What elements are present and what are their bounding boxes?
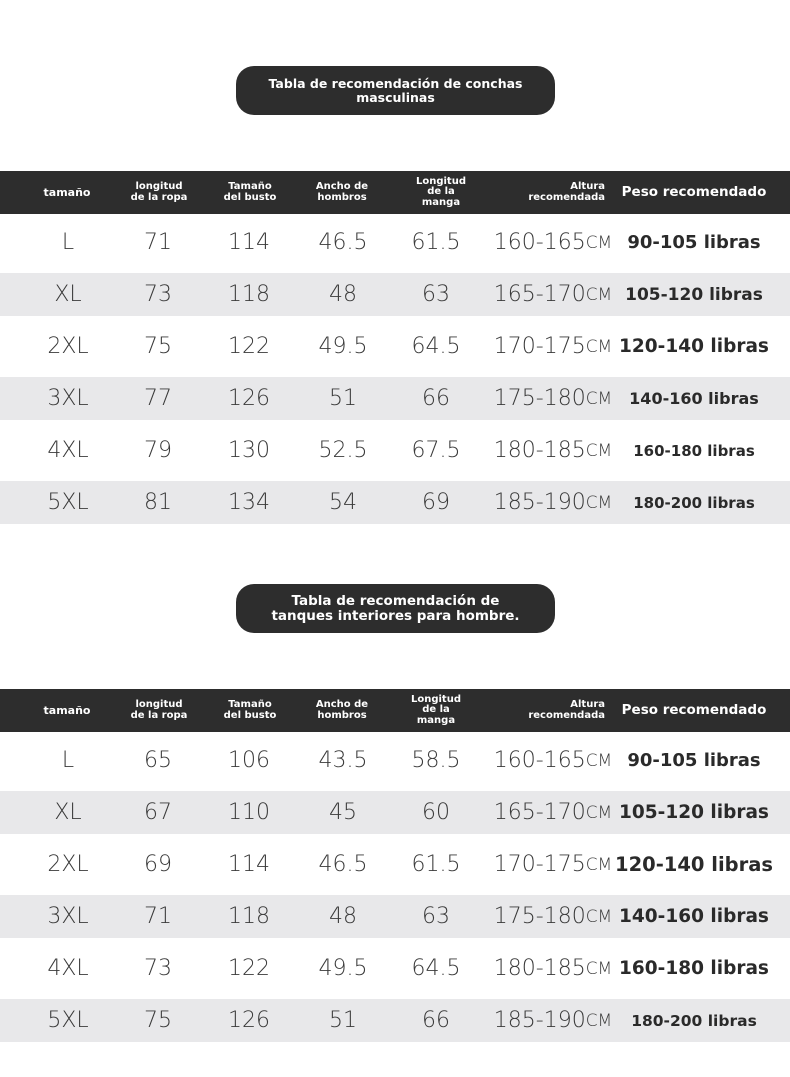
height-unit: CM <box>585 284 613 305</box>
height-unit: CM <box>585 802 613 823</box>
height-value: 165-170 <box>493 800 586 825</box>
size-cell: 4XL <box>47 438 89 463</box>
header-bust: Tamaño del busto <box>223 181 277 203</box>
height-cell <box>488 739 618 782</box>
weight-cell: 90-105 libras <box>627 232 761 253</box>
shoulder-cell: 43.5 <box>318 748 368 773</box>
table-row <box>0 273 790 316</box>
header-bust: Tamaño del busto <box>223 699 277 721</box>
height-cell <box>488 895 618 938</box>
sleeve-cell: 60 <box>422 800 450 825</box>
shoulder-cell: 48 <box>329 282 357 307</box>
bust-cell: 134 <box>228 490 270 515</box>
table-row <box>0 843 790 886</box>
table-row <box>0 481 790 524</box>
table2-title-pill <box>236 584 555 633</box>
height-cell <box>488 481 618 524</box>
size-cell: 3XL <box>47 904 89 929</box>
bust-cell: 114 <box>228 230 270 255</box>
weight-cell: 140-160 libras <box>619 906 769 927</box>
header-size: tamaño <box>43 704 91 717</box>
weight-cell: 160-180 libras <box>633 441 755 460</box>
size-cell: 3XL <box>47 386 89 411</box>
size-cell: L <box>61 230 75 255</box>
length-cell: 79 <box>144 438 172 463</box>
size-cell: 4XL <box>47 956 89 981</box>
height-value: 180-185 <box>493 956 586 981</box>
weight-cell: 180-200 libras <box>631 1011 757 1030</box>
bust-cell: 126 <box>228 1008 270 1033</box>
shoulder-cell: 49.5 <box>318 334 368 359</box>
sleeve-cell: 66 <box>422 1008 450 1033</box>
height-value: 175-180 <box>493 904 586 929</box>
length-cell: 77 <box>144 386 172 411</box>
sleeve-cell: 66 <box>422 386 450 411</box>
header-height: Altura recomendada <box>528 699 605 721</box>
table-row <box>0 791 790 834</box>
shoulder-cell: 52.5 <box>318 438 368 463</box>
sleeve-cell: 63 <box>422 904 450 929</box>
length-cell: 69 <box>144 852 172 877</box>
height-unit: CM <box>585 906 613 927</box>
table-row <box>0 739 790 782</box>
header-shoulder: Ancho de hombros <box>315 699 369 721</box>
bust-cell: 126 <box>228 386 270 411</box>
shoulder-cell: 45 <box>329 800 357 825</box>
table-row <box>0 895 790 938</box>
header-length: longitud de la ropa <box>130 181 188 203</box>
height-unit: CM <box>585 854 613 875</box>
height-value: 170-175 <box>493 334 586 359</box>
shoulder-cell: 54 <box>329 490 357 515</box>
length-cell: 73 <box>144 282 172 307</box>
shoulder-cell: 51 <box>329 1008 357 1033</box>
bust-cell: 118 <box>228 904 270 929</box>
shoulder-cell: 49.5 <box>318 956 368 981</box>
weight-cell: 90-105 libras <box>627 750 761 771</box>
shoulder-cell: 51 <box>329 386 357 411</box>
shoulder-cell: 46.5 <box>318 230 368 255</box>
table2-title: Tabla de recomendación de tanques interiores para hombre. <box>271 592 520 624</box>
weight-cell: 105-120 libras <box>619 802 769 823</box>
height-cell <box>488 791 618 834</box>
header-size: tamaño <box>43 186 91 199</box>
sleeve-cell: 69 <box>422 490 450 515</box>
shoulder-cell: 48 <box>329 904 357 929</box>
table2-header-row <box>0 689 790 732</box>
height-cell <box>488 273 618 316</box>
height-cell <box>488 947 618 990</box>
bust-cell: 122 <box>228 956 270 981</box>
table-row <box>0 377 790 420</box>
weight-cell: 120-140 libras <box>615 853 773 876</box>
sleeve-cell: 64.5 <box>411 956 461 981</box>
shoulder-cell: 46.5 <box>318 852 368 877</box>
height-value: 185-190 <box>493 1008 586 1033</box>
height-cell <box>488 325 618 368</box>
size-cell: 5XL <box>47 1008 89 1033</box>
height-unit: CM <box>585 336 613 357</box>
bust-cell: 106 <box>228 748 270 773</box>
sleeve-cell: 67.5 <box>411 438 461 463</box>
size-cell: L <box>61 748 75 773</box>
height-value: 180-185 <box>493 438 586 463</box>
header-height: Altura recomendada <box>528 181 605 203</box>
sleeve-cell: 63 <box>422 282 450 307</box>
size-cell: 2XL <box>47 334 89 359</box>
height-value: 165-170 <box>493 282 586 307</box>
table-row <box>0 429 790 472</box>
height-unit: CM <box>585 492 613 513</box>
height-unit: CM <box>585 388 613 409</box>
height-value: 160-165 <box>493 748 586 773</box>
table-row <box>0 221 790 264</box>
table-row <box>0 325 790 368</box>
header-length: longitud de la ropa <box>130 699 188 721</box>
height-unit: CM <box>585 440 613 461</box>
length-cell: 81 <box>144 490 172 515</box>
header-sleeve: Longitud de la manga <box>415 175 466 208</box>
height-cell <box>488 843 618 886</box>
height-cell <box>488 429 618 472</box>
size-cell: XL <box>54 800 82 825</box>
size-cell: 5XL <box>47 490 89 515</box>
height-unit: CM <box>585 750 613 771</box>
height-value: 160-165 <box>493 230 586 255</box>
weight-cell: 105-120 libras <box>625 284 763 305</box>
sleeve-cell: 61.5 <box>411 230 461 255</box>
header-sleeve: Longitud de la manga <box>410 693 461 726</box>
bust-cell: 114 <box>228 852 270 877</box>
length-cell: 67 <box>144 800 172 825</box>
table-row <box>0 947 790 990</box>
length-cell: 75 <box>144 334 172 359</box>
height-cell <box>488 999 618 1042</box>
height-value: 175-180 <box>493 386 586 411</box>
weight-cell: 160-180 libras <box>619 958 769 979</box>
weight-cell: 140-160 libras <box>629 389 759 408</box>
height-unit: CM <box>585 1010 613 1031</box>
height-unit: CM <box>585 232 613 253</box>
length-cell: 71 <box>144 230 172 255</box>
table1-title: Tabla de recomendación de conchas masculinas <box>268 75 523 105</box>
height-cell <box>488 377 618 420</box>
height-cell <box>488 221 618 264</box>
weight-cell: 120-140 libras <box>619 336 769 357</box>
size-cell: XL <box>54 282 82 307</box>
table1-header-row <box>0 171 790 214</box>
length-cell: 65 <box>144 748 172 773</box>
bust-cell: 130 <box>228 438 270 463</box>
height-unit: CM <box>585 958 613 979</box>
length-cell: 71 <box>144 904 172 929</box>
sleeve-cell: 61.5 <box>411 852 461 877</box>
header-weight: Peso recomendado <box>621 702 767 718</box>
length-cell: 75 <box>144 1008 172 1033</box>
size-cell: 2XL <box>47 852 89 877</box>
header-weight: Peso recomendado <box>621 184 767 200</box>
height-value: 170-175 <box>493 852 586 877</box>
bust-cell: 110 <box>228 800 270 825</box>
weight-cell: 180-200 libras <box>633 493 755 512</box>
bust-cell: 122 <box>228 334 270 359</box>
table-row <box>0 999 790 1042</box>
sleeve-cell: 58.5 <box>411 748 461 773</box>
length-cell: 73 <box>144 956 172 981</box>
table1-title-pill <box>236 66 555 115</box>
bust-cell: 118 <box>228 282 270 307</box>
height-value: 185-190 <box>493 490 586 515</box>
header-shoulder: Ancho de hombros <box>315 181 369 203</box>
sleeve-cell: 64.5 <box>411 334 461 359</box>
